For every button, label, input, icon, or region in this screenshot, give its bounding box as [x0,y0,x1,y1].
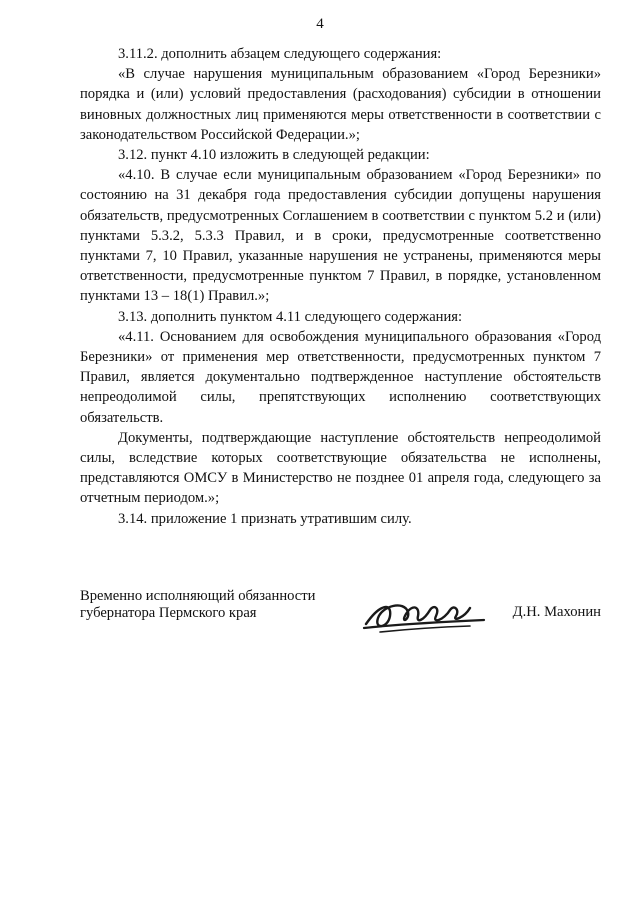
signatory-position-line1: Временно исполняющий обязанности [80,588,316,604]
paragraph-3-14: 3.14. приложение 1 признать утратившим силу. [118,510,412,527]
paragraph-4-10: «4.10. В случае если муниципальным образованием «Город Березники» по состоянию на 31 декабря года предоставления субсидии допущены нарушения обязательств, предусмотренных Соглашением в соответствии с пунктом 5.2 и (или) пунктами 5.3.2, 5.3.3 Правил, и в сроки, предусмотренные соответственно пунктами 7, 10 Правил, указанные нарушения не устранены, применяются меры ответственности, предусмотренные пунктом 7 Правил, в порядке, установленном пунктами 13 – 18(1) Правил.»; [80,167,601,305]
paragraph-quote-violation: «В случае нарушения муниципальным образованием «Город Березники» порядка и (или) условий предоставления (расходования) субсидии в отношении виновных должностных лиц применяются меры ответственности в соответствии с законодательством Российской Федерации.»; [80,66,601,143]
paragraph-4-11: «4.11. Основанием для освобождения муниципального образования «Город Березники» от применения мер ответственности, предусмотренных пунктом 7 Правил, является документально подтвержденное наступление обстоятельств непреодолимой силы, препятствующих исполнению соответствующих обязательств. [80,328,601,426]
handwritten-signature [360,594,490,634]
paragraph-3-13: 3.13. дополнить пунктом 4.11 следующего содержания: [118,308,463,325]
paragraph-3-12: 3.12. пункт 4.10 изложить в следующей редакции: [118,147,430,164]
page-number: 4 [316,16,324,32]
signature-block [80,588,601,648]
signatory-name: Д.Н. Махонин [512,604,601,620]
paragraph-documents: Документы, подтверждающие наступление обстоятельств непреодолимой силы, вследствие которых соответствующие обязательства не исполнены, представляются ОМСУ в Министерство не позднее 01 апреля года, следующего за отчетным периодом.»; [80,429,601,507]
signatory-position [80,588,380,622]
signatory-position-line2: губернатора Пермского края [80,605,257,621]
paragraph-3-11-2: 3.11.2. дополнить абзацем следующего содержания: [118,46,442,62]
document-body [80,44,601,529]
